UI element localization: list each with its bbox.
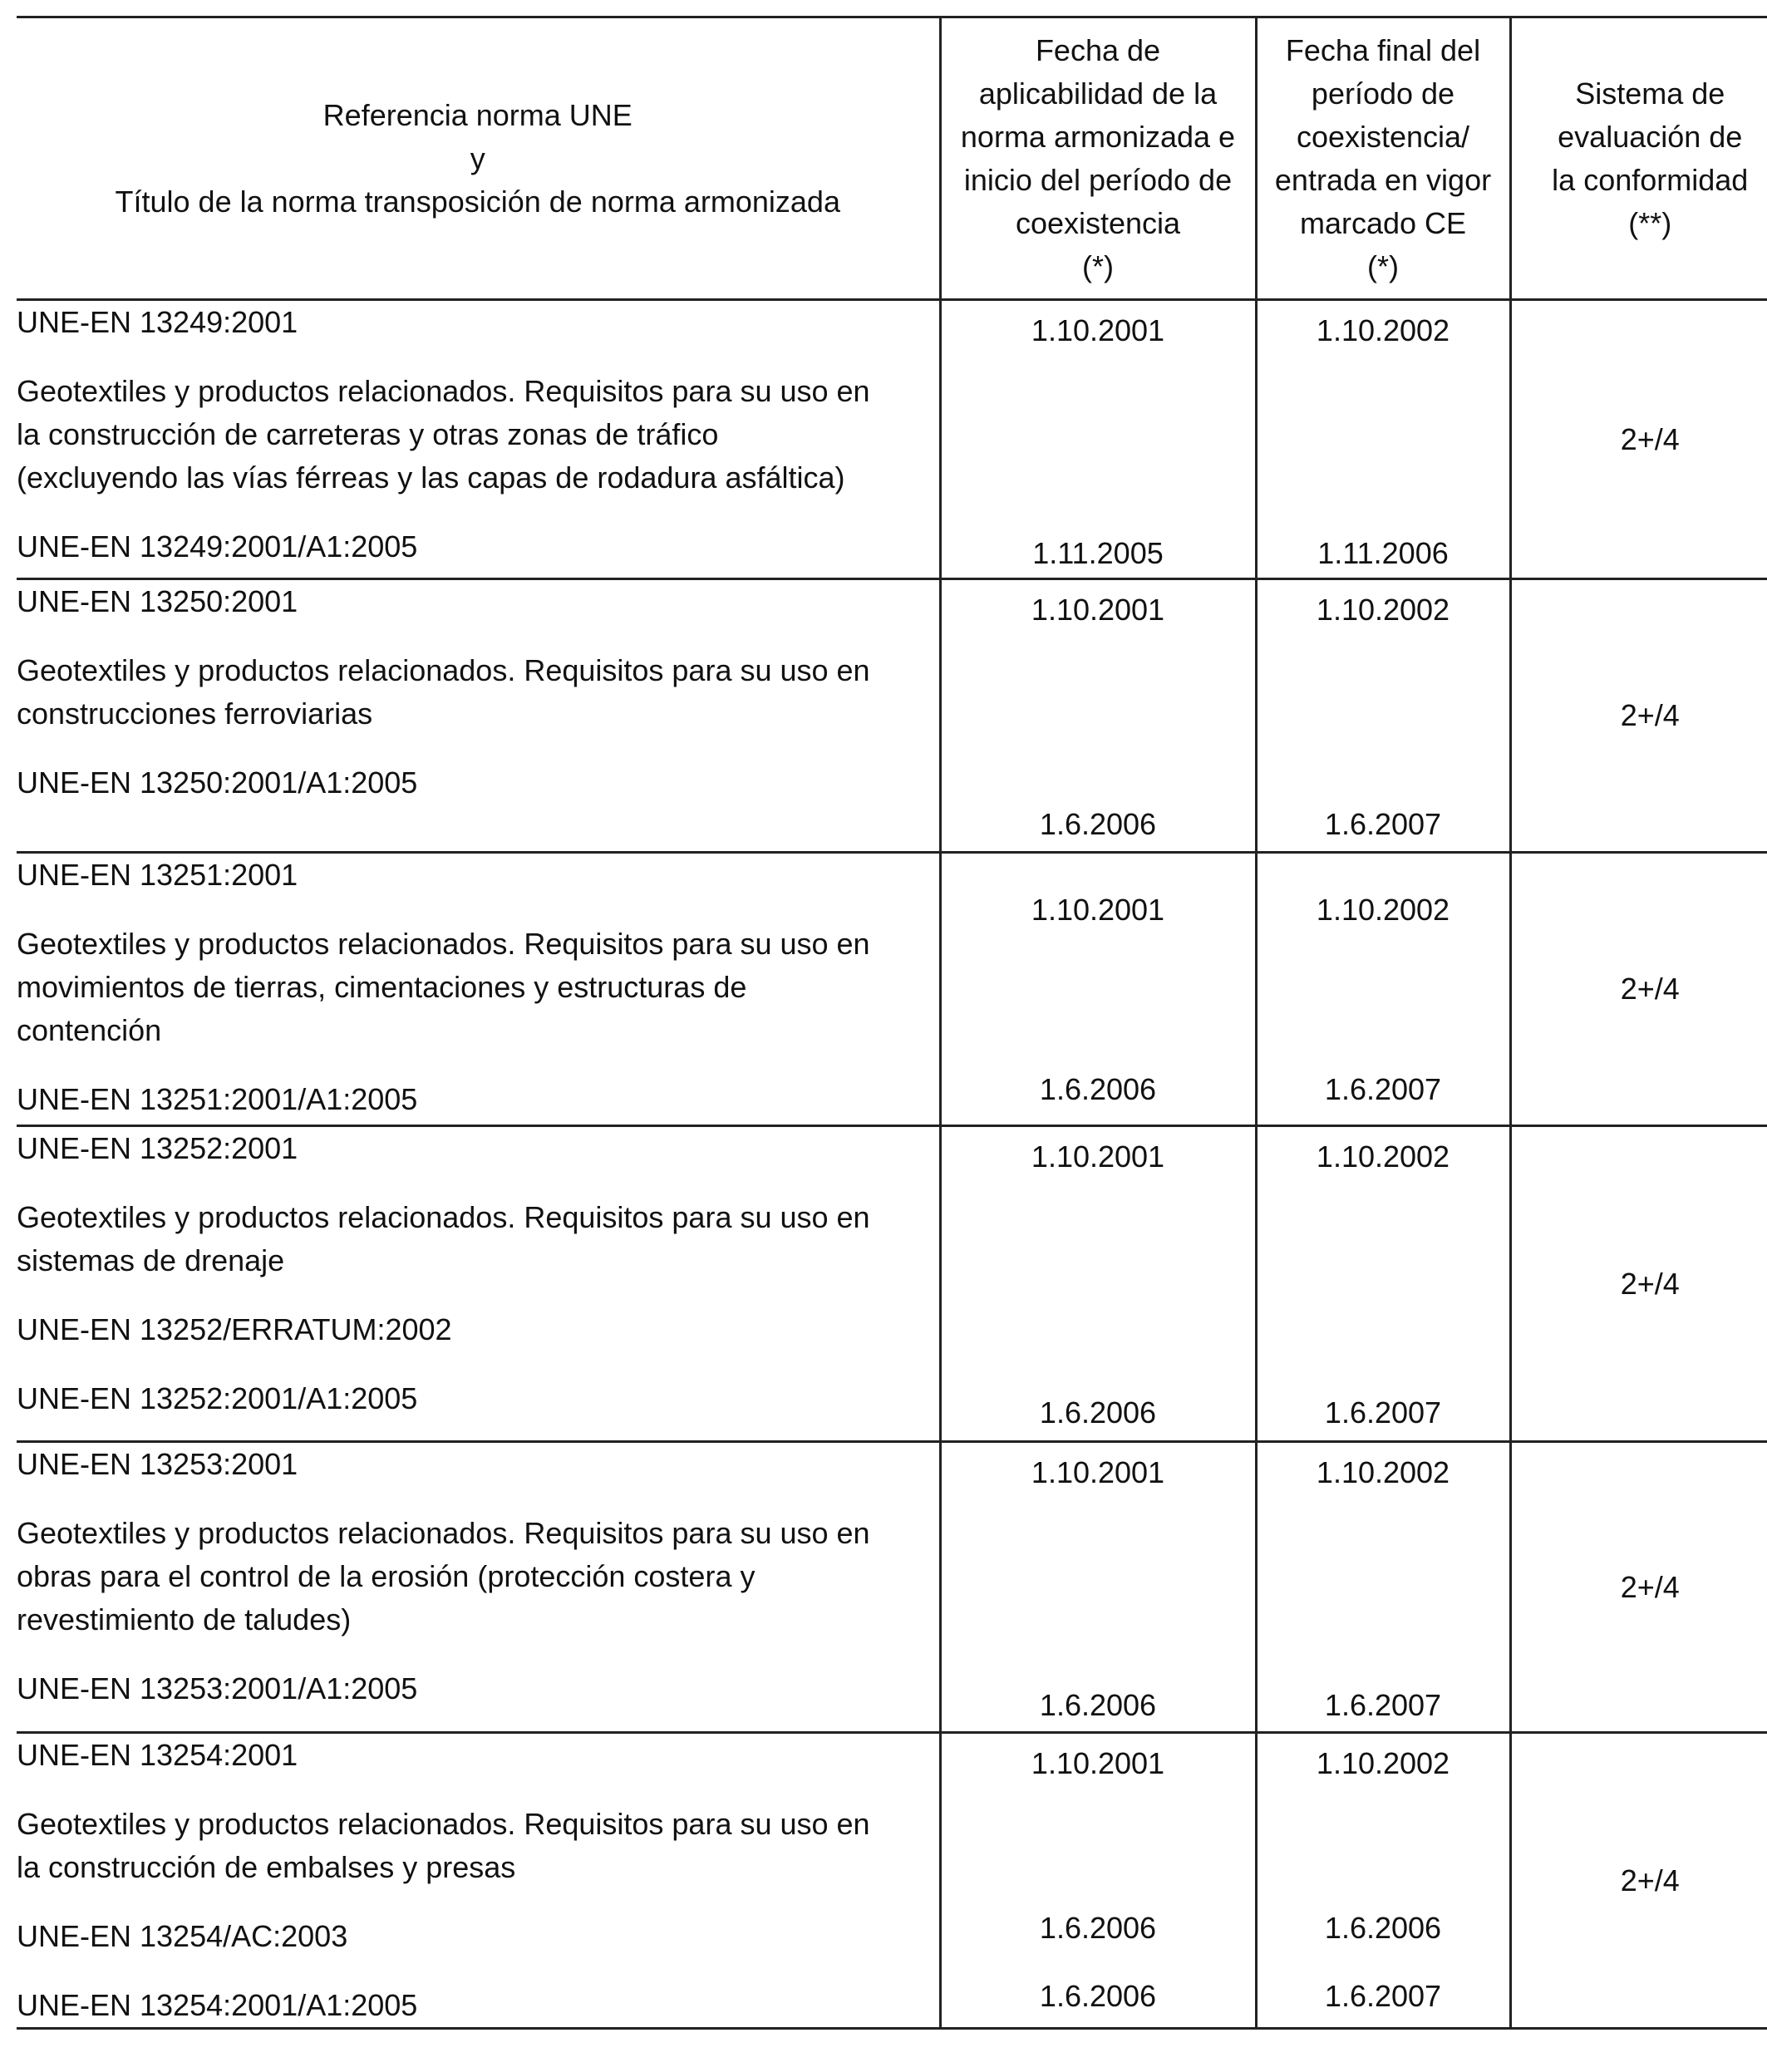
end-date: 1.6.2007 bbox=[1324, 807, 1442, 841]
start-date: 1.6.2006 bbox=[1039, 1395, 1157, 1430]
start-date: 1.6.2006 bbox=[1039, 1979, 1157, 2013]
reference-cell bbox=[17, 300, 940, 579]
end-date-cell bbox=[1256, 853, 1510, 1126]
conformity-system: 2+/4 bbox=[1510, 579, 1767, 853]
standard-title-line: Geotextiles y productos relacionados. Requisitos para su uso en bbox=[17, 653, 870, 687]
start-date: 1.6.2006 bbox=[1039, 1911, 1157, 1945]
end-date-cell bbox=[1256, 579, 1510, 853]
start-date: 1.10.2001 bbox=[1031, 1455, 1165, 1489]
end-date: 1.10.2002 bbox=[1316, 893, 1450, 927]
amendment-reference: UNE-EN 13250:2001/A1:2005 bbox=[17, 765, 418, 800]
start-date: 1.10.2001 bbox=[1031, 313, 1165, 347]
start-date: 1.10.2001 bbox=[1031, 1139, 1165, 1174]
end-date: 1.6.2007 bbox=[1324, 1979, 1442, 2013]
table-row bbox=[17, 579, 1767, 853]
start-date: 1.10.2001 bbox=[1031, 593, 1165, 627]
standard-reference: UNE-EN 13249:2001 bbox=[17, 305, 298, 339]
standard-title-line: Geotextiles y productos relacionados. Requisitos para su uso en bbox=[17, 1807, 870, 1841]
standard-title-line: movimientos de tierras, cimentaciones y estructuras de bbox=[17, 970, 747, 1004]
end-date-cell bbox=[1256, 1733, 1510, 2029]
standard-title-line: la construcción de carreteras y otras zonas de tráfico bbox=[17, 417, 719, 451]
standard-reference: UNE-EN 13254:2001 bbox=[17, 1738, 298, 1772]
end-date-cell bbox=[1256, 300, 1510, 579]
conformity-system: 2+/4 bbox=[1510, 853, 1767, 1126]
header-reference: Referencia norma UNE y Título de la norma transposición de norma armonizada bbox=[17, 17, 940, 300]
amendment-reference: UNE-EN 13249:2001/A1:2005 bbox=[17, 529, 418, 564]
standard-reference: UNE-EN 13252:2001 bbox=[17, 1131, 298, 1165]
reference-cell bbox=[17, 1733, 940, 2029]
header-conformity-system: Sistema de evaluación de la conformidad (**) bbox=[1510, 17, 1767, 300]
standard-title-line: obras para el control de la erosión (protección costera y bbox=[17, 1559, 756, 1593]
standard-title-line: Geotextiles y productos relacionados. Requisitos para su uso en bbox=[17, 1516, 870, 1550]
start-date-cell bbox=[940, 1126, 1256, 1442]
end-date: 1.10.2002 bbox=[1316, 1746, 1450, 1780]
end-date: 1.6.2007 bbox=[1324, 1072, 1442, 1106]
conformity-system: 2+/4 bbox=[1510, 1733, 1767, 2029]
reference-cell bbox=[17, 1126, 940, 1442]
standards-table bbox=[17, 16, 1767, 2030]
standard-title-line: Geotextiles y productos relacionados. Requisitos para su uso en bbox=[17, 1200, 870, 1234]
end-date: 1.10.2002 bbox=[1316, 1455, 1450, 1489]
standard-title-line: (excluyendo las vías férreas y las capas de rodadura asfáltica) bbox=[17, 460, 845, 495]
table-body bbox=[17, 300, 1767, 2029]
amendment-reference: UNE-EN 13253:2001/A1:2005 bbox=[17, 1671, 418, 1705]
amendment-reference: UNE-EN 13251:2001/A1:2005 bbox=[17, 1082, 418, 1116]
end-date-cell bbox=[1256, 1126, 1510, 1442]
start-date-cell bbox=[940, 853, 1256, 1126]
conformity-system: 2+/4 bbox=[1510, 1442, 1767, 1733]
reference-cell bbox=[17, 853, 940, 1126]
start-date: 1.11.2005 bbox=[1032, 536, 1164, 570]
standard-title-line: construcciones ferroviarias bbox=[17, 696, 373, 731]
standard-title-line: sistemas de drenaje bbox=[17, 1243, 285, 1277]
start-date: 1.6.2006 bbox=[1039, 807, 1157, 841]
standard-title-line: contención bbox=[17, 1013, 162, 1047]
table-row bbox=[17, 300, 1767, 579]
standard-reference: UNE-EN 13251:2001 bbox=[17, 858, 298, 892]
standard-reference: UNE-EN 13253:2001 bbox=[17, 1447, 298, 1481]
end-date-cell bbox=[1256, 1442, 1510, 1733]
table-row bbox=[17, 1733, 1767, 2029]
amendment-reference: UNE-EN 13254:2001/A1:2005 bbox=[17, 1988, 418, 2022]
end-date: 1.6.2007 bbox=[1324, 1688, 1442, 1722]
end-date: 1.10.2002 bbox=[1316, 313, 1450, 347]
reference-cell bbox=[17, 1442, 940, 1733]
reference-cell bbox=[17, 579, 940, 853]
standard-title-line: Geotextiles y productos relacionados. Requisitos para su uso en bbox=[17, 374, 870, 408]
amendment-reference: UNE-EN 13254/AC:2003 bbox=[17, 1919, 348, 1953]
standard-title-line: la construcción de embalses y presas bbox=[17, 1850, 516, 1884]
amendment-reference: UNE-EN 13252:2001/A1:2005 bbox=[17, 1381, 418, 1415]
start-date-cell bbox=[940, 579, 1256, 853]
end-date: 1.11.2006 bbox=[1317, 536, 1449, 570]
start-date: 1.6.2006 bbox=[1039, 1072, 1157, 1106]
header-row bbox=[17, 17, 1767, 300]
table-row bbox=[17, 853, 1767, 1126]
header-start-date: Fecha de aplicabilidad de la norma armonizada e inicio del período de coexistencia (*) bbox=[940, 17, 1256, 300]
table-row bbox=[17, 1126, 1767, 1442]
start-date-cell bbox=[940, 1442, 1256, 1733]
start-date: 1.6.2006 bbox=[1039, 1688, 1157, 1722]
conformity-system: 2+/4 bbox=[1510, 1126, 1767, 1442]
standard-title-line: revestimiento de taludes) bbox=[17, 1602, 352, 1636]
standard-reference: UNE-EN 13250:2001 bbox=[17, 584, 298, 618]
start-date: 1.10.2001 bbox=[1031, 1746, 1165, 1780]
conformity-system: 2+/4 bbox=[1510, 300, 1767, 579]
end-date: 1.10.2002 bbox=[1316, 1139, 1450, 1174]
end-date: 1.10.2002 bbox=[1316, 593, 1450, 627]
start-date: 1.10.2001 bbox=[1031, 893, 1165, 927]
table-row bbox=[17, 1442, 1767, 1733]
header-end-date: Fecha final del período de coexistencia/ entrada en vigor marcado CE (*) bbox=[1256, 17, 1510, 300]
end-date: 1.6.2006 bbox=[1324, 1911, 1442, 1945]
start-date-cell bbox=[940, 1733, 1256, 2029]
standard-title-line: Geotextiles y productos relacionados. Requisitos para su uso en bbox=[17, 927, 870, 961]
start-date-cell bbox=[940, 300, 1256, 579]
end-date: 1.6.2007 bbox=[1324, 1395, 1442, 1430]
amendment-reference: UNE-EN 13252/ERRATUM:2002 bbox=[17, 1312, 452, 1346]
